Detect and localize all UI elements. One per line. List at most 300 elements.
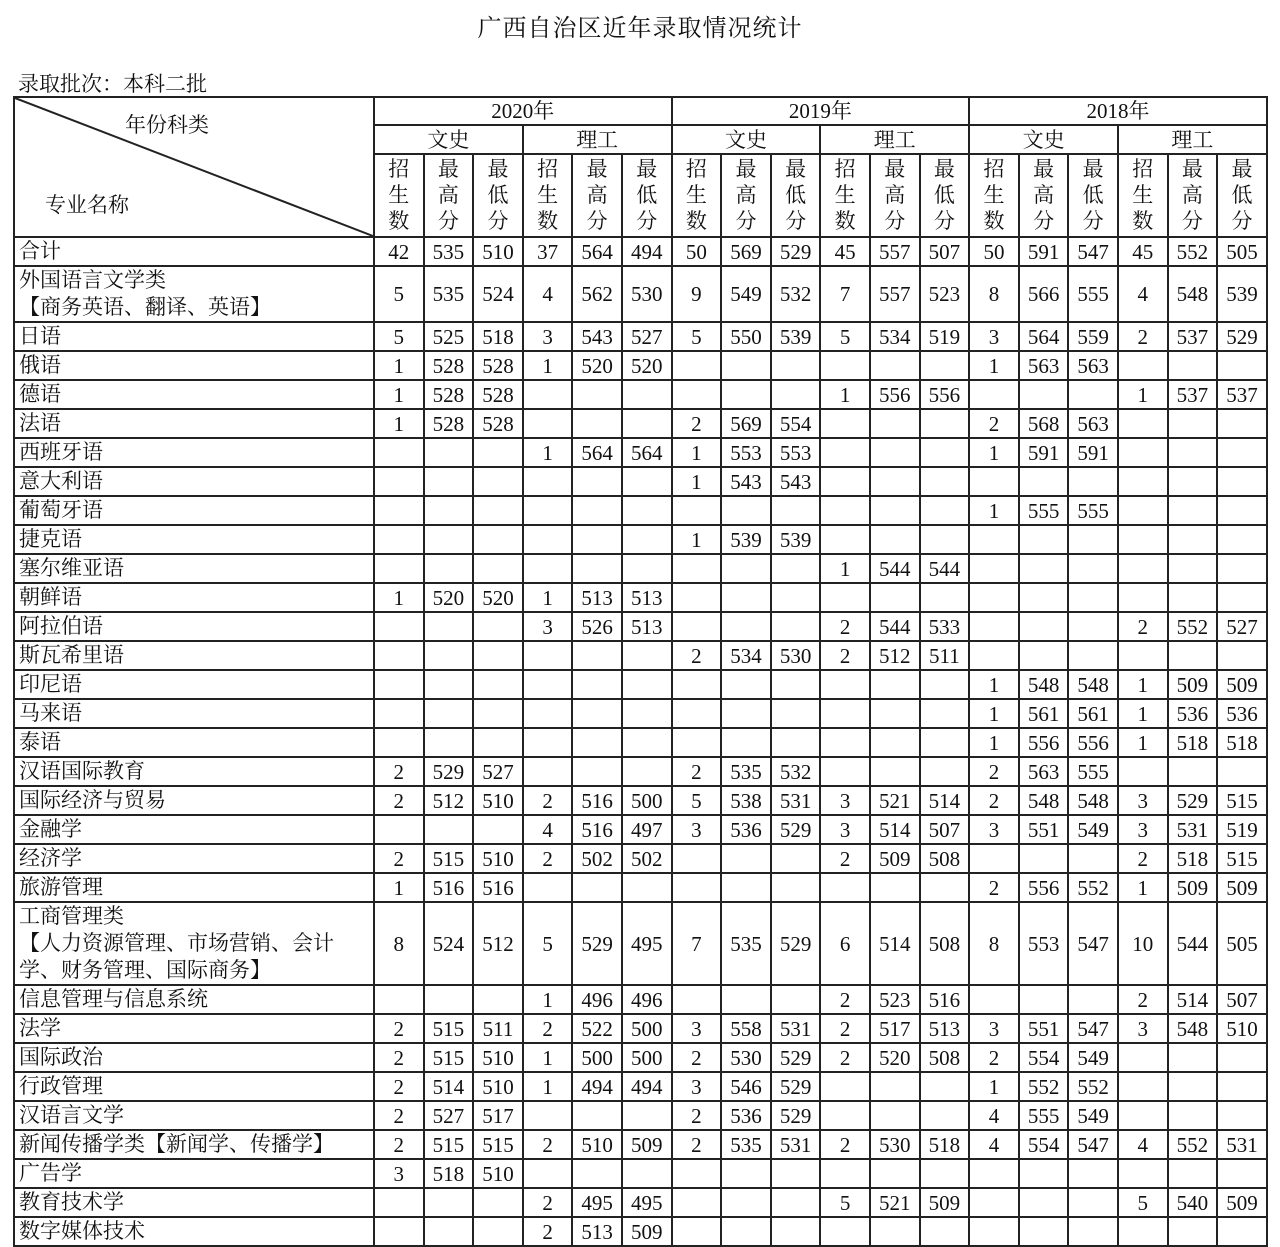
- major-name: 广告学: [14, 1159, 374, 1188]
- score-cell: 544: [920, 554, 970, 583]
- score-cell: 5: [374, 266, 424, 322]
- score-cell: [473, 467, 523, 496]
- column-header: 最 高 分: [1019, 154, 1069, 237]
- score-cell: 4: [1118, 1130, 1168, 1159]
- score-cell: 1: [820, 554, 870, 583]
- major-name: 葡萄牙语: [14, 496, 374, 525]
- score-cell: [672, 844, 722, 873]
- score-cell: 516: [572, 815, 622, 844]
- score-cell: [523, 1101, 573, 1130]
- score-cell: [1019, 844, 1069, 873]
- score-cell: [1068, 1217, 1118, 1246]
- score-cell: [820, 467, 870, 496]
- score-cell: [572, 1101, 622, 1130]
- score-cell: [1217, 583, 1267, 612]
- score-cell: [969, 641, 1019, 670]
- score-cell: 520: [622, 351, 672, 380]
- score-cell: [920, 1101, 970, 1130]
- score-cell: 2: [374, 1043, 424, 1072]
- score-cell: [672, 1188, 722, 1217]
- score-cell: 502: [622, 844, 672, 873]
- score-cell: 508: [920, 902, 970, 985]
- score-cell: [424, 699, 474, 728]
- score-cell: 556: [870, 380, 920, 409]
- table-row: [14, 322, 1267, 351]
- score-cell: [1019, 641, 1069, 670]
- score-cell: [771, 612, 821, 641]
- score-cell: 5: [523, 902, 573, 985]
- score-cell: 496: [572, 985, 622, 1014]
- score-cell: 509: [622, 1130, 672, 1159]
- table-row: [14, 985, 1267, 1014]
- score-cell: 2: [374, 786, 424, 815]
- score-cell: 515: [1217, 844, 1267, 873]
- score-cell: [1168, 409, 1218, 438]
- track-header: 理工: [523, 125, 672, 153]
- score-cell: [523, 699, 573, 728]
- score-cell: [820, 525, 870, 554]
- score-cell: [920, 757, 970, 786]
- column-header: 招 生 数: [1118, 154, 1168, 237]
- score-cell: 563: [1019, 757, 1069, 786]
- page-title: 广西自治区近年录取情况统计: [477, 16, 803, 42]
- score-cell: 552: [1019, 1072, 1069, 1101]
- table-row: [14, 496, 1267, 525]
- score-cell: 547: [1068, 1014, 1118, 1043]
- score-cell: 525: [424, 322, 474, 351]
- score-cell: 514: [870, 815, 920, 844]
- score-cell: [374, 985, 424, 1014]
- column-header: 最 低 分: [622, 154, 672, 237]
- score-cell: 1: [672, 438, 722, 467]
- score-cell: 529: [771, 237, 821, 266]
- major-name: 外国语言文学类 【商务英语、翻译、英语】: [14, 266, 374, 322]
- score-cell: [1168, 1101, 1218, 1130]
- score-cell: 494: [622, 237, 672, 266]
- score-cell: 2: [969, 409, 1019, 438]
- score-cell: [622, 380, 672, 409]
- score-cell: 505: [1217, 237, 1267, 266]
- score-cell: 2: [820, 985, 870, 1014]
- table-row: [14, 1188, 1267, 1217]
- score-cell: 508: [920, 1043, 970, 1072]
- score-cell: [771, 554, 821, 583]
- score-cell: 2: [374, 1130, 424, 1159]
- column-header: 招 生 数: [523, 154, 573, 237]
- score-cell: [572, 728, 622, 757]
- score-cell: 564: [622, 438, 672, 467]
- score-cell: 591: [1019, 438, 1069, 467]
- score-cell: [1118, 496, 1168, 525]
- score-cell: [721, 844, 771, 873]
- score-cell: [870, 1072, 920, 1101]
- score-cell: 4: [969, 1130, 1019, 1159]
- score-cell: [721, 699, 771, 728]
- score-cell: 554: [771, 409, 821, 438]
- score-cell: 529: [771, 902, 821, 985]
- score-cell: 3: [969, 322, 1019, 351]
- score-cell: [572, 467, 622, 496]
- score-cell: 513: [920, 1014, 970, 1043]
- score-cell: 561: [1019, 699, 1069, 728]
- score-cell: [424, 985, 474, 1014]
- score-cell: [1068, 554, 1118, 583]
- score-cell: 520: [870, 1043, 920, 1072]
- score-cell: [1118, 1217, 1168, 1246]
- score-cell: 536: [721, 1101, 771, 1130]
- score-cell: 548: [1019, 786, 1069, 815]
- score-cell: 535: [424, 266, 474, 322]
- score-cell: [870, 1159, 920, 1188]
- score-cell: 513: [622, 612, 672, 641]
- score-cell: 507: [920, 815, 970, 844]
- score-cell: [969, 525, 1019, 554]
- year-header: 2018年: [969, 97, 1267, 125]
- score-cell: [771, 728, 821, 757]
- score-cell: 515: [424, 844, 474, 873]
- score-cell: [424, 554, 474, 583]
- score-cell: 517: [473, 1101, 523, 1130]
- table-row: [14, 641, 1267, 670]
- major-name: 德语: [14, 380, 374, 409]
- score-cell: 1: [523, 438, 573, 467]
- score-cell: 530: [721, 1043, 771, 1072]
- column-header: 最 低 分: [771, 154, 821, 237]
- score-cell: [572, 670, 622, 699]
- score-cell: [672, 670, 722, 699]
- score-cell: 523: [920, 266, 970, 322]
- score-cell: 8: [374, 902, 424, 985]
- score-cell: 497: [622, 815, 672, 844]
- table-row: [14, 351, 1267, 380]
- score-cell: [820, 438, 870, 467]
- score-cell: [523, 525, 573, 554]
- major-name: 新闻传播学类【新闻学、传播学】: [14, 1130, 374, 1159]
- major-name: 塞尔维亚语: [14, 554, 374, 583]
- score-cell: 527: [622, 322, 672, 351]
- score-cell: [374, 699, 424, 728]
- score-cell: 547: [1068, 902, 1118, 985]
- score-cell: 514: [870, 902, 920, 985]
- score-cell: 3: [820, 786, 870, 815]
- score-cell: [1019, 985, 1069, 1014]
- score-cell: 528: [424, 380, 474, 409]
- score-cell: 516: [572, 786, 622, 815]
- score-cell: 552: [1168, 612, 1218, 641]
- score-cell: [672, 699, 722, 728]
- score-cell: 7: [820, 266, 870, 322]
- score-cell: 3: [969, 815, 1019, 844]
- score-cell: 520: [572, 351, 622, 380]
- score-cell: 511: [473, 1014, 523, 1043]
- score-cell: 555: [1068, 757, 1118, 786]
- score-cell: 45: [1118, 237, 1168, 266]
- score-cell: [473, 815, 523, 844]
- score-cell: [820, 728, 870, 757]
- year-header: 2019年: [672, 97, 970, 125]
- score-cell: [771, 985, 821, 1014]
- score-cell: 515: [473, 1130, 523, 1159]
- score-cell: [721, 670, 771, 699]
- score-cell: 2: [969, 873, 1019, 902]
- table-row: [14, 902, 1267, 985]
- score-cell: 509: [622, 1217, 672, 1246]
- score-cell: 500: [622, 1014, 672, 1043]
- score-cell: [771, 699, 821, 728]
- score-cell: 556: [920, 380, 970, 409]
- score-cell: [820, 583, 870, 612]
- score-cell: 45: [820, 237, 870, 266]
- score-cell: 564: [1019, 322, 1069, 351]
- score-cell: 551: [1019, 1014, 1069, 1043]
- score-cell: 531: [1217, 1130, 1267, 1159]
- score-cell: [1217, 409, 1267, 438]
- score-cell: 1: [374, 380, 424, 409]
- score-cell: 5: [672, 786, 722, 815]
- score-cell: 514: [1168, 985, 1218, 1014]
- table-row: [14, 1101, 1267, 1130]
- score-cell: 551: [1019, 815, 1069, 844]
- score-cell: [622, 728, 672, 757]
- score-cell: 494: [572, 1072, 622, 1101]
- score-cell: 2: [523, 1014, 573, 1043]
- score-cell: [374, 641, 424, 670]
- score-cell: 510: [473, 1159, 523, 1188]
- score-cell: 2: [969, 1043, 1019, 1072]
- score-cell: 1: [1118, 670, 1168, 699]
- score-cell: [1019, 1188, 1069, 1217]
- score-cell: 528: [424, 351, 474, 380]
- score-cell: [920, 496, 970, 525]
- score-cell: 2: [672, 1130, 722, 1159]
- score-cell: 528: [473, 351, 523, 380]
- score-cell: 554: [1019, 1130, 1069, 1159]
- score-cell: [969, 1188, 1019, 1217]
- score-cell: 514: [424, 1072, 474, 1101]
- score-cell: [1118, 1101, 1168, 1130]
- score-cell: 510: [473, 237, 523, 266]
- score-cell: 591: [1068, 438, 1118, 467]
- score-cell: 1: [672, 525, 722, 554]
- score-cell: 540: [1168, 1188, 1218, 1217]
- score-cell: 517: [870, 1014, 920, 1043]
- score-cell: 2: [820, 844, 870, 873]
- score-cell: 548: [1168, 266, 1218, 322]
- score-cell: [672, 1159, 722, 1188]
- score-cell: 543: [721, 467, 771, 496]
- score-cell: [374, 1188, 424, 1217]
- major-name: 数字媒体技术: [14, 1217, 374, 1246]
- score-cell: [374, 728, 424, 757]
- score-cell: [771, 1188, 821, 1217]
- score-cell: 512: [473, 902, 523, 985]
- score-cell: 2: [1118, 985, 1168, 1014]
- score-cell: [1118, 554, 1168, 583]
- score-cell: 591: [1019, 237, 1069, 266]
- score-cell: [523, 1159, 573, 1188]
- score-cell: [622, 1101, 672, 1130]
- score-cell: 495: [622, 902, 672, 985]
- score-cell: [969, 380, 1019, 409]
- table-row: [14, 844, 1267, 873]
- score-cell: 2: [820, 641, 870, 670]
- score-cell: 549: [1068, 1101, 1118, 1130]
- score-cell: 1: [374, 583, 424, 612]
- score-cell: [870, 409, 920, 438]
- score-cell: [424, 525, 474, 554]
- score-cell: 2: [969, 786, 1019, 815]
- score-cell: [374, 554, 424, 583]
- score-cell: 1: [969, 699, 1019, 728]
- score-cell: [572, 873, 622, 902]
- score-cell: 518: [473, 322, 523, 351]
- score-cell: [424, 670, 474, 699]
- score-cell: 529: [424, 757, 474, 786]
- score-cell: 547: [1068, 237, 1118, 266]
- score-cell: 4: [523, 815, 573, 844]
- major-name: 俄语: [14, 351, 374, 380]
- score-cell: [721, 1188, 771, 1217]
- score-cell: [969, 985, 1019, 1014]
- score-cell: 539: [721, 525, 771, 554]
- score-cell: [374, 612, 424, 641]
- score-cell: [473, 728, 523, 757]
- score-cell: 548: [1019, 670, 1069, 699]
- score-cell: [920, 525, 970, 554]
- score-cell: [920, 699, 970, 728]
- score-cell: [672, 612, 722, 641]
- score-cell: [1217, 1072, 1267, 1101]
- score-cell: [523, 757, 573, 786]
- score-cell: 2: [523, 1188, 573, 1217]
- column-header: 最 低 分: [1217, 154, 1267, 237]
- score-cell: [1118, 641, 1168, 670]
- score-cell: 1: [523, 351, 573, 380]
- score-cell: [820, 496, 870, 525]
- score-cell: [721, 351, 771, 380]
- score-cell: 544: [870, 554, 920, 583]
- score-cell: 512: [870, 641, 920, 670]
- score-cell: 530: [771, 641, 821, 670]
- table-row: [14, 380, 1267, 409]
- score-cell: 515: [424, 1130, 474, 1159]
- score-cell: 509: [1217, 1188, 1267, 1217]
- score-cell: [374, 1217, 424, 1246]
- score-cell: 529: [771, 1043, 821, 1072]
- score-cell: [622, 670, 672, 699]
- score-cell: 495: [572, 1188, 622, 1217]
- score-cell: 2: [1118, 844, 1168, 873]
- score-cell: 2: [374, 1014, 424, 1043]
- score-cell: 515: [424, 1014, 474, 1043]
- score-cell: [870, 438, 920, 467]
- score-cell: 561: [1068, 699, 1118, 728]
- table-row: [14, 237, 1267, 266]
- score-cell: 557: [870, 237, 920, 266]
- score-cell: [1217, 641, 1267, 670]
- score-cell: 2: [672, 757, 722, 786]
- score-cell: [1068, 612, 1118, 641]
- score-cell: [572, 554, 622, 583]
- score-cell: [672, 873, 722, 902]
- score-cell: [622, 467, 672, 496]
- table-row: [14, 583, 1267, 612]
- score-cell: [771, 583, 821, 612]
- major-name: 捷克语: [14, 525, 374, 554]
- score-cell: [1217, 525, 1267, 554]
- column-header: 招 生 数: [969, 154, 1019, 237]
- score-cell: [1019, 380, 1069, 409]
- score-cell: [771, 351, 821, 380]
- score-cell: [771, 844, 821, 873]
- score-cell: 529: [771, 1101, 821, 1130]
- score-cell: 1: [374, 351, 424, 380]
- score-cell: 549: [1068, 1043, 1118, 1072]
- score-cell: 3: [969, 1014, 1019, 1043]
- score-cell: [1118, 525, 1168, 554]
- score-cell: 3: [1118, 786, 1168, 815]
- score-cell: [870, 1101, 920, 1130]
- corner-label-year-track: 年份科类: [125, 113, 209, 137]
- score-cell: [473, 699, 523, 728]
- score-cell: [969, 467, 1019, 496]
- score-cell: [1118, 1043, 1168, 1072]
- year-header: 2020年: [374, 97, 672, 125]
- score-cell: 526: [572, 612, 622, 641]
- score-cell: 534: [721, 641, 771, 670]
- score-cell: [672, 496, 722, 525]
- score-cell: 516: [920, 985, 970, 1014]
- score-cell: 528: [424, 409, 474, 438]
- score-cell: 510: [473, 1043, 523, 1072]
- score-cell: [374, 467, 424, 496]
- score-cell: 10: [1118, 902, 1168, 985]
- score-cell: 2: [1118, 322, 1168, 351]
- score-cell: 559: [1068, 322, 1118, 351]
- score-cell: 524: [424, 902, 474, 985]
- score-cell: 507: [920, 237, 970, 266]
- major-name: 西班牙语: [14, 438, 374, 467]
- table-row: [14, 873, 1267, 902]
- score-cell: 535: [721, 902, 771, 985]
- score-cell: [622, 1159, 672, 1188]
- table-row: [14, 786, 1267, 815]
- score-cell: 500: [622, 1043, 672, 1072]
- score-cell: 510: [473, 1072, 523, 1101]
- score-cell: 527: [424, 1101, 474, 1130]
- score-cell: 535: [721, 757, 771, 786]
- score-cell: 5: [374, 322, 424, 351]
- score-cell: [771, 1217, 821, 1246]
- score-cell: 564: [572, 438, 622, 467]
- major-name: 经济学: [14, 844, 374, 873]
- score-cell: 510: [473, 844, 523, 873]
- score-cell: 2: [820, 1130, 870, 1159]
- score-cell: 1: [523, 985, 573, 1014]
- major-name: 信息管理与信息系统: [14, 985, 374, 1014]
- score-cell: 539: [771, 322, 821, 351]
- score-cell: 1: [969, 351, 1019, 380]
- score-cell: 1: [969, 728, 1019, 757]
- score-cell: [374, 670, 424, 699]
- score-cell: 1: [1118, 699, 1168, 728]
- score-cell: 544: [1168, 902, 1218, 985]
- score-cell: [672, 1217, 722, 1246]
- score-cell: 538: [721, 786, 771, 815]
- score-cell: [1217, 496, 1267, 525]
- major-name: 法语: [14, 409, 374, 438]
- score-cell: [473, 525, 523, 554]
